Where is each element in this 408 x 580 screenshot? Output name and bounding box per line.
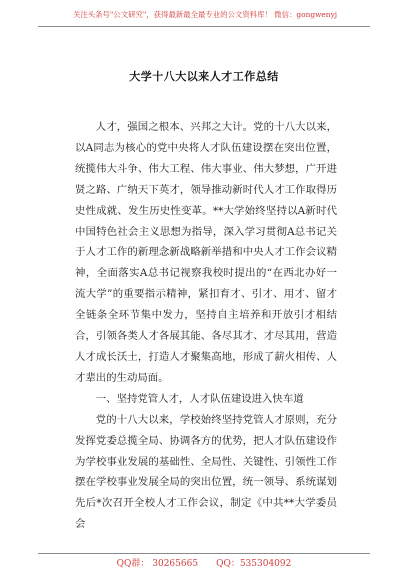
footer-qq-group: QQ群： 30265665 [116, 559, 199, 569]
document-title: 大学十八大以来人才工作总结 [129, 70, 279, 83]
body-paragraph: 党的十八大以来，学校始终坚持党管人才原则，充分发挥党委总揽全局、协调各方的优势，把人才队伍建设作为学校事业发展的基础性、全局性、关键性、引领性工作摆在学校事业发展全局的突出位置，统一领导、系统谋划先后*次召开全校人才工作会议，制定《中共**大学委员会 [75, 413, 337, 531]
promo-banner: 关注头条号"公文研究"，获得最新最全最专业的公文资料库！ 微信：gongwenyj [72, 10, 338, 19]
header-divider [38, 26, 370, 27]
body-paragraph: 人才，强国之根本、兴邦之大计。党的十八大以来，以A同志为核心的党中央将人才队伍建设摆在突出位置，统揽伟大斗争、伟大工程、伟大事业、伟大梦想，广开进贤之路、广纳天下英才，领导推动新时代人才工作取得历史性成就、发生历史性变革。**大学始终坚持以A新时代中国特色社会主义思想为指导，深入学习贯彻A总书记关于人才工作的新理念新战略新举措和中央人才工作会议精神，全面落实A总书记视察我校时提出的“在西北办好一流大学”的重要指示精神，紧扣育才、引才、用才、留才全链条全环节集中发力，坚持自主培养和开放引才相结合，引领各类人才各展其能、各尽其才、才尽其用，营造人才成长沃土，打造人才聚集高地，形成了薪火相传、人才辈出的生动局面。 [75, 121, 337, 384]
document-body [75, 117, 337, 535]
footer-divider [38, 553, 370, 554]
section-heading: 一、坚持党管人才，人才队伍建设进入快车道 [95, 392, 304, 405]
page-footer [0, 557, 408, 571]
footer-qq-contact: QQ：535304092 [216, 559, 292, 569]
